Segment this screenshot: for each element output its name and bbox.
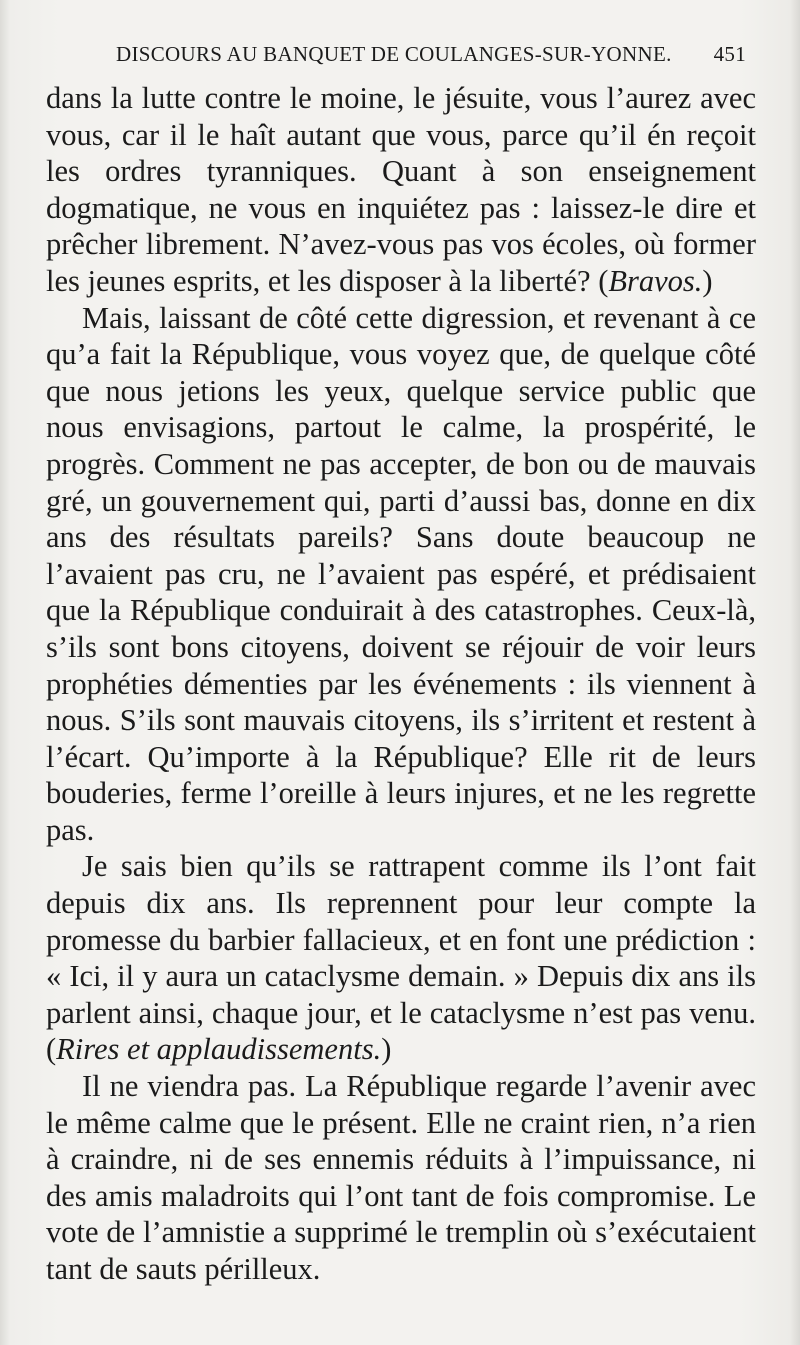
running-title: DISCOURS AU BANQUET DE COULANGES-SUR-YONNE.: [116, 42, 672, 66]
paragraph-1-end: ): [702, 263, 713, 298]
paragraph-4: Il ne viendra pas. La République regarde l’avenir avec le même calme que le présent. Elle ne craint rien, n’a rien à craindre, ni de ses ennemis réduits à l’impuissance, ni des amis maladroits qui l’ont tant de fois compromise. Le vote de l’amnistie a supprimé le tremplin où s’exécutaient tant de sauts périlleux.: [46, 1069, 756, 1286]
paragraph-2: Mais, laissant de côté cette digression, et revenant à ce qu’a fait la République, vous voyez que, de quelque côté que nous jetions les yeux, quelque service public que nous envisagions, partout le calme, la prospérité, le progrès. Comment ne pas accepter, de bon ou de mauvais gré, un gouvernement qui, parti d’aussi bas, donne en dix ans des résultats pareils? Sans doute beaucoup ne l’avaient pas cru, ne l’avaient pas espéré, et prédisaient que la République conduirait à des catastrophes. Ceux-là, s’ils sont bons citoyens, doivent se réjouir de voir leurs prophéties démenties par les événements : ils viennent à nous. S’ils sont mauvais citoyens, ils s’irritent et restent à l’écart. Qu’importe à la République? Elle rit de leurs bouderies, ferme l’oreille à leurs injures, et ne les regrette pas.: [46, 300, 756, 847]
paragraph-3-text: Je sais bien qu’ils se rattrapent comme ils l’ont fait depuis dix ans. Ils reprennent pour leur compte la promesse du barbier fallacieux, et en font une prédiction : « Ici, il y aura un cataclysme demain. » Depuis dix ans ils parlent ainsi, chaque jour, et le cataclysme n’est pas venu. (: [46, 849, 756, 1067]
running-head: [116, 36, 746, 72]
paragraph-3-end: ): [381, 1032, 392, 1067]
paragraph-3-italic: Rires et applaudissements.: [56, 1032, 382, 1067]
body-text: [46, 80, 756, 1288]
paragraph-3: [46, 848, 756, 1068]
paragraph-1: [46, 80, 756, 300]
paragraph-1-text: dans la lutte contre le moine, le jésuite, vous l’aurez avec vous, car il le haît autant que vous, parce qu’il én reçoit les ordres tyranniques. Quant à son enseignement dogmatique, ne vous en inquiétez pas : laissez-le dire et prêcher librement. N’avez-vous pas vos écoles, où former les jeunes esprits, et les disposer à la liberté? (: [46, 81, 756, 298]
paragraph-1-italic: Bravos.: [608, 263, 703, 298]
page-number: 451: [713, 42, 746, 66]
